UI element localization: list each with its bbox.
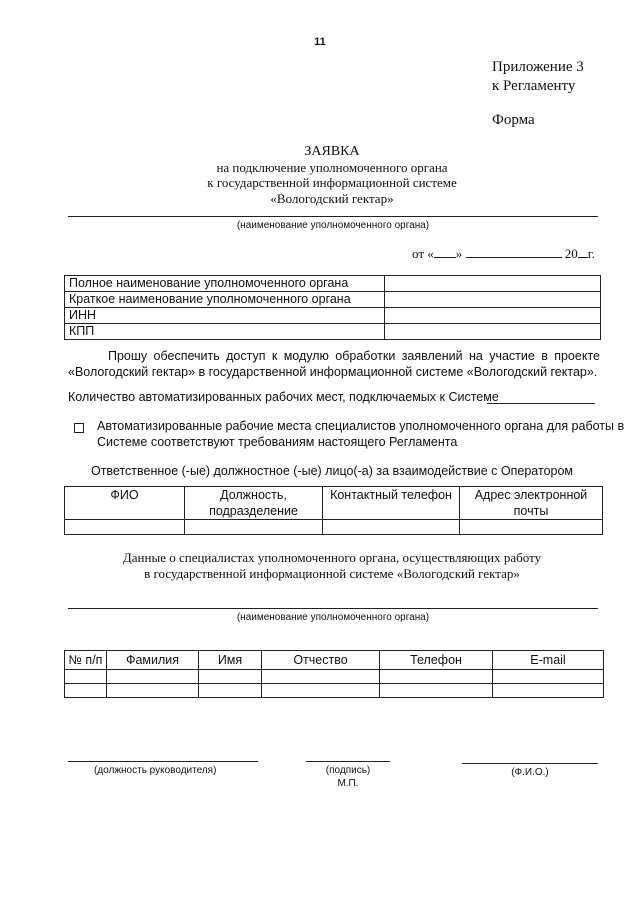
stamp-label: М.П. bbox=[337, 778, 359, 789]
table-header-row bbox=[65, 651, 604, 670]
specialists-heading-line-2: в государственной информационной системе «Вологодский гектар» bbox=[144, 566, 520, 581]
col-header-patronymic: Отчество bbox=[262, 651, 380, 670]
requirements-text bbox=[97, 418, 625, 450]
form-label: Форма bbox=[492, 112, 535, 128]
org-name-line[interactable] bbox=[68, 216, 598, 217]
email-cell[interactable] bbox=[460, 520, 603, 535]
number-cell[interactable] bbox=[65, 684, 107, 698]
specialists-heading bbox=[0, 550, 640, 582]
phone-cell[interactable] bbox=[323, 520, 460, 535]
date-year-prefix: 20 bbox=[564, 246, 578, 261]
table-row bbox=[65, 276, 601, 292]
org-short-name-value[interactable] bbox=[385, 292, 601, 308]
table-row bbox=[65, 520, 603, 535]
date-from: от « bbox=[412, 246, 434, 261]
name-caption: (Ф.И.О.) bbox=[511, 767, 549, 778]
request-paragraph: Прошу обеспечить доступ к модулю обработки заявлений на участие в проекте «Вологодский гектар» в государственной информационной системе «Вологодский гектар». bbox=[68, 349, 600, 379]
position-caption: (должность руководителя) bbox=[94, 765, 217, 776]
col-header-number: № п/п bbox=[65, 651, 107, 670]
date-month-field[interactable] bbox=[466, 245, 562, 258]
date-close: » bbox=[455, 246, 463, 261]
appendix-line-1: Приложение 3 bbox=[492, 59, 584, 75]
org-info-table bbox=[64, 275, 601, 340]
org-full-name-value[interactable] bbox=[385, 276, 601, 292]
org-name-caption-2: (наименование уполномоченного органа) bbox=[236, 612, 430, 623]
signature-caption: (подпись) bbox=[325, 765, 371, 776]
org-short-name-label: Краткое наименование уполномоченного органа bbox=[65, 292, 385, 308]
name-cell[interactable] bbox=[199, 684, 262, 698]
inn-value[interactable] bbox=[385, 308, 601, 324]
date-year-field[interactable] bbox=[578, 245, 588, 258]
org-name-caption: (наименование уполномоченного органа) bbox=[236, 220, 430, 231]
table-header-row bbox=[65, 487, 603, 520]
email-cell[interactable] bbox=[493, 670, 604, 684]
name-cell[interactable] bbox=[199, 670, 262, 684]
col-header-phone: Телефон bbox=[380, 651, 493, 670]
workstations-count-field[interactable] bbox=[487, 403, 595, 404]
table-row bbox=[65, 670, 604, 684]
page-number: 11 bbox=[314, 36, 326, 48]
position-signature-line[interactable] bbox=[68, 761, 258, 762]
name-signature-line[interactable] bbox=[462, 763, 598, 764]
inn-label: ИНН bbox=[65, 308, 385, 324]
phone-cell[interactable] bbox=[380, 670, 493, 684]
surname-cell[interactable] bbox=[107, 684, 199, 698]
requirements-text-line-2: Системе соответствуют требованиям настоящего Регламента bbox=[97, 435, 458, 449]
title-heading: ЗАЯВКА bbox=[304, 144, 360, 159]
org-name-line-2[interactable] bbox=[68, 608, 598, 609]
document-title bbox=[0, 144, 640, 206]
patronymic-cell[interactable] bbox=[262, 684, 380, 698]
specialists-heading-line-1: Данные о специалистах уполномоченного органа, осуществляющих работу bbox=[122, 550, 542, 565]
title-line-3: «Вологодский гектар» bbox=[270, 190, 394, 206]
signature-line[interactable] bbox=[306, 761, 390, 762]
requirements-text-line-1: Автоматизированные рабочие места специалистов уполномоченного органа для работы в bbox=[97, 419, 625, 433]
workstations-label: Количество автоматизированных рабочих мест, подключаемых к Системе bbox=[68, 390, 499, 404]
kpp-label: КПП bbox=[65, 324, 385, 340]
number-cell[interactable] bbox=[65, 670, 107, 684]
email-cell[interactable] bbox=[493, 684, 604, 698]
phone-cell[interactable] bbox=[380, 684, 493, 698]
appendix-line-2: к Регламенту bbox=[492, 78, 576, 94]
table-row bbox=[65, 308, 601, 324]
col-header-email: E-mail bbox=[493, 651, 604, 670]
date-year-suffix: г. bbox=[587, 246, 595, 261]
requirements-checkbox[interactable] bbox=[74, 423, 84, 433]
col-header-surname: Фамилия bbox=[107, 651, 199, 670]
date-day-field[interactable] bbox=[434, 245, 456, 258]
col-header-name: Имя bbox=[199, 651, 262, 670]
kpp-value[interactable] bbox=[385, 324, 601, 340]
col-header-email: Адрес электронной почты bbox=[460, 487, 603, 520]
date-line bbox=[412, 245, 595, 262]
responsible-heading: Ответственное (-ые) должностное (-ые) лицо(-а) за взаимодействие с Оператором bbox=[90, 464, 574, 478]
table-row bbox=[65, 324, 601, 340]
patronymic-cell[interactable] bbox=[262, 670, 380, 684]
title-line-2: к государственной информационной системе bbox=[207, 175, 457, 190]
table-row bbox=[65, 684, 604, 698]
table-row bbox=[65, 292, 601, 308]
position-cell[interactable] bbox=[185, 520, 323, 535]
surname-cell[interactable] bbox=[107, 670, 199, 684]
specialists-table bbox=[64, 650, 604, 698]
org-full-name-label: Полное наименование уполномоченного органа bbox=[65, 276, 385, 292]
responsible-table bbox=[64, 486, 603, 535]
col-header-fio: ФИО bbox=[65, 487, 185, 520]
title-line-1: на подключение уполномоченного органа bbox=[216, 159, 448, 175]
col-header-position: Должность, подразделение bbox=[185, 487, 323, 520]
appendix-label bbox=[492, 58, 584, 96]
fio-cell[interactable] bbox=[65, 520, 185, 535]
col-header-phone: Контактный телефон bbox=[323, 487, 460, 520]
